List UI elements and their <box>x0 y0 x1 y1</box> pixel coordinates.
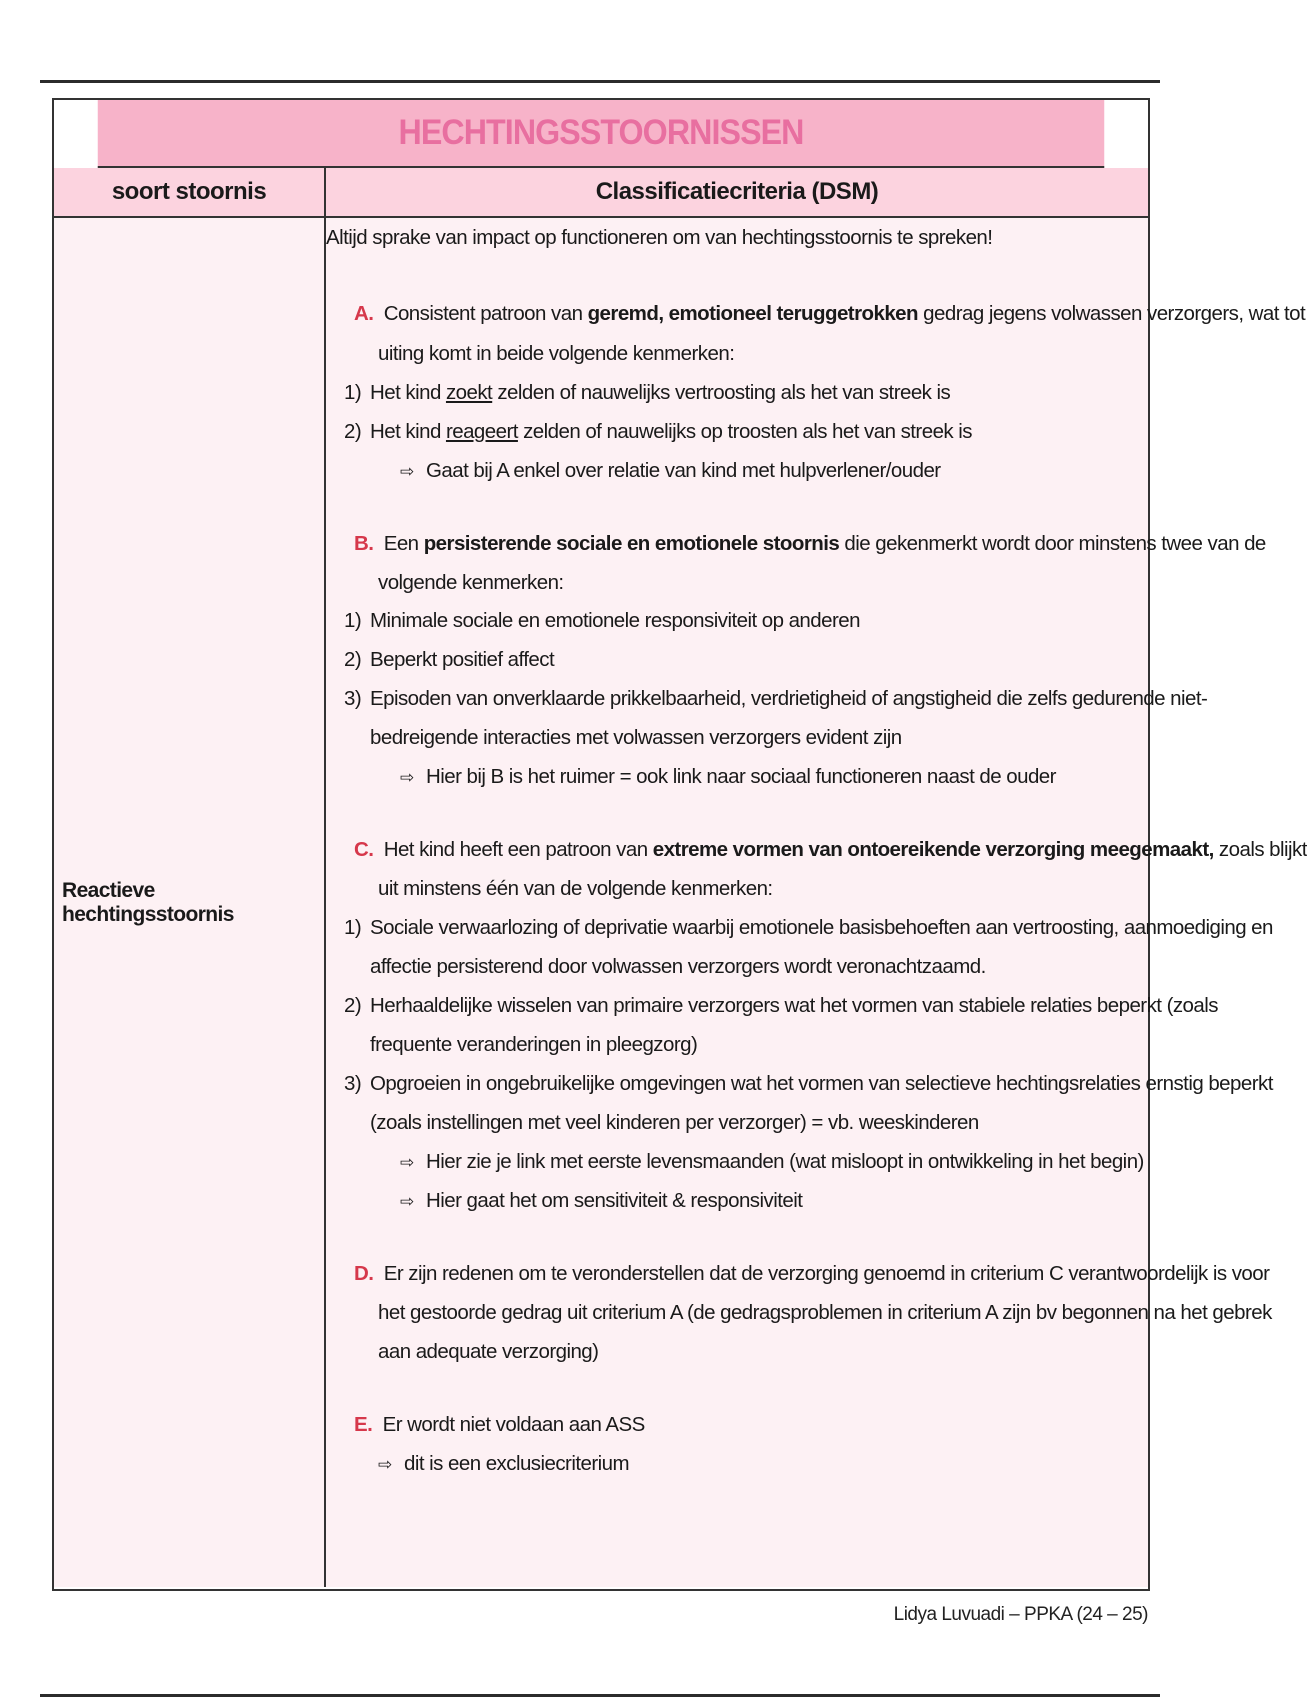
list-item: 1) Minimale sociale en emotionele responsiviteit op anderen <box>344 609 860 632</box>
criterion-letter: D. <box>354 1262 374 1285</box>
list-item: 3) Episoden van onverklaarde prikkelbaarheid, verdrietigheid of angstigheid die zelfs gedurende niet- <box>344 687 1208 710</box>
criterion-letter: B. <box>354 532 374 555</box>
criterion-letter: C. <box>354 838 374 861</box>
list-item: 2) Het kind reageert zelden of nauwelijks op troosten als het van streek is <box>344 420 972 443</box>
header-classificatiecriteria: Classificatiecriteria (DSM) <box>595 178 879 205</box>
list-item-continuation: bedreigende interacties met volwassen verzorgers evident zijn <box>370 726 902 749</box>
list-item-continuation: (zoals instellingen met veel kinderen per verzorger) = vb. weeskinderen <box>370 1111 979 1134</box>
page-footer: Lidya Luvuadi – PPKA (24 – 25) <box>893 1604 1148 1625</box>
header-soort-stoornis: soort stoornis <box>54 168 326 216</box>
criteria-cell <box>326 218 1307 1587</box>
top-rule <box>40 80 1160 83</box>
row-label: Reactieve hechtingsstoornis <box>54 218 326 1587</box>
arrow-right-icon: ⇨ <box>400 462 414 481</box>
note: ⇨ Gaat bij A enkel over relatie van kind met hulpverlener/ouder <box>400 459 941 482</box>
criterion-letter: E. <box>354 1413 373 1436</box>
arrow-right-icon: ⇨ <box>400 768 414 787</box>
bottom-rule <box>40 1694 1160 1697</box>
criterion-letter: A. <box>354 302 374 325</box>
criterion-b-line2: volgende kenmerken: <box>378 571 564 594</box>
note: ⇨ Hier zie je link met eerste levensmaanden (wat misloopt in ontwikkeling in het begin) <box>400 1150 1144 1173</box>
criterion-d-line2: het gestoorde gedrag uit criterium A (de gedragsproblemen in criterium A zijn bv begonnen na het gebrek <box>378 1301 1272 1324</box>
note: ⇨ Hier gaat het om sensitiviteit & responsiviteit <box>400 1189 803 1212</box>
list-item: 1) Het kind zoekt zelden of nauwelijks vertroosting als het van streek is <box>344 381 951 404</box>
criteria-table <box>52 98 1307 1591</box>
list-item: 2) Herhaaldelijke wisselen van primaire verzorgers wat het vormen van stabiele relaties beperkt (zoals <box>344 994 1218 1017</box>
list-item: 3) Opgroeien in ongebruikelijke omgevingen wat het vormen van selectieve hechtingsrelaties ernstig beperkt <box>344 1072 1273 1095</box>
table-row <box>54 218 1307 1587</box>
list-item: 2) Beperkt positief affect <box>344 648 555 671</box>
intro-text: Altijd sprake van impact op functioneren om van hechtingsstoornis te spreken! <box>326 226 993 249</box>
criterion-d-line1: D. Er zijn redenen om te veronderstellen dat de verzorging genoemd in criterium C verantwoordelijk is voor <box>354 1262 1270 1285</box>
criterion-b-line1: B. Een persisterende sociale en emotionele stoornis die gekenmerkt wordt door minstens twee van de <box>354 532 1266 555</box>
criterion-d-line3: aan adequate verzorging) <box>378 1340 599 1363</box>
criterion-e-line1: E. Er wordt niet voldaan aan ASS <box>354 1413 645 1436</box>
arrow-right-icon: ⇨ <box>378 1455 392 1474</box>
criterion-a-line2: uiting komt in beide volgende kenmerken: <box>378 342 735 365</box>
criterion-a-line1: A. Consistent patroon van geremd, emotioneel teruggetrokken gedrag jegens volwassen verzorgers, wat tot <box>354 302 1306 325</box>
header-row <box>54 168 1148 218</box>
arrow-right-icon: ⇨ <box>400 1153 414 1172</box>
list-item-continuation: frequente veranderingen in pleegzorg) <box>370 1033 698 1056</box>
list-item: 1) Sociale verwaarlozing of deprivatie waarbij emotionele basisbehoeften aan vertroosting, aanmoediging en <box>344 916 1273 939</box>
criterion-c-line1: C. Het kind heeft een patroon van extreme vormen van ontoereikende verzorging meegemaakt, zoals blijkt <box>354 838 1307 861</box>
table-title: HECHTINGSSTOORNISSEN <box>98 100 1104 168</box>
note: ⇨ dit is een exclusiecriterium <box>378 1452 629 1475</box>
list-item-continuation: affectie persisterend door volwassen verzorgers wordt veronachtzaamd. <box>370 955 986 978</box>
criterion-c-line2: uit minstens één van de volgende kenmerken: <box>378 877 773 900</box>
note: ⇨ Hier bij B is het ruimer = ook link naar sociaal functioneren naast de ouder <box>400 765 1056 788</box>
arrow-right-icon: ⇨ <box>400 1192 414 1211</box>
